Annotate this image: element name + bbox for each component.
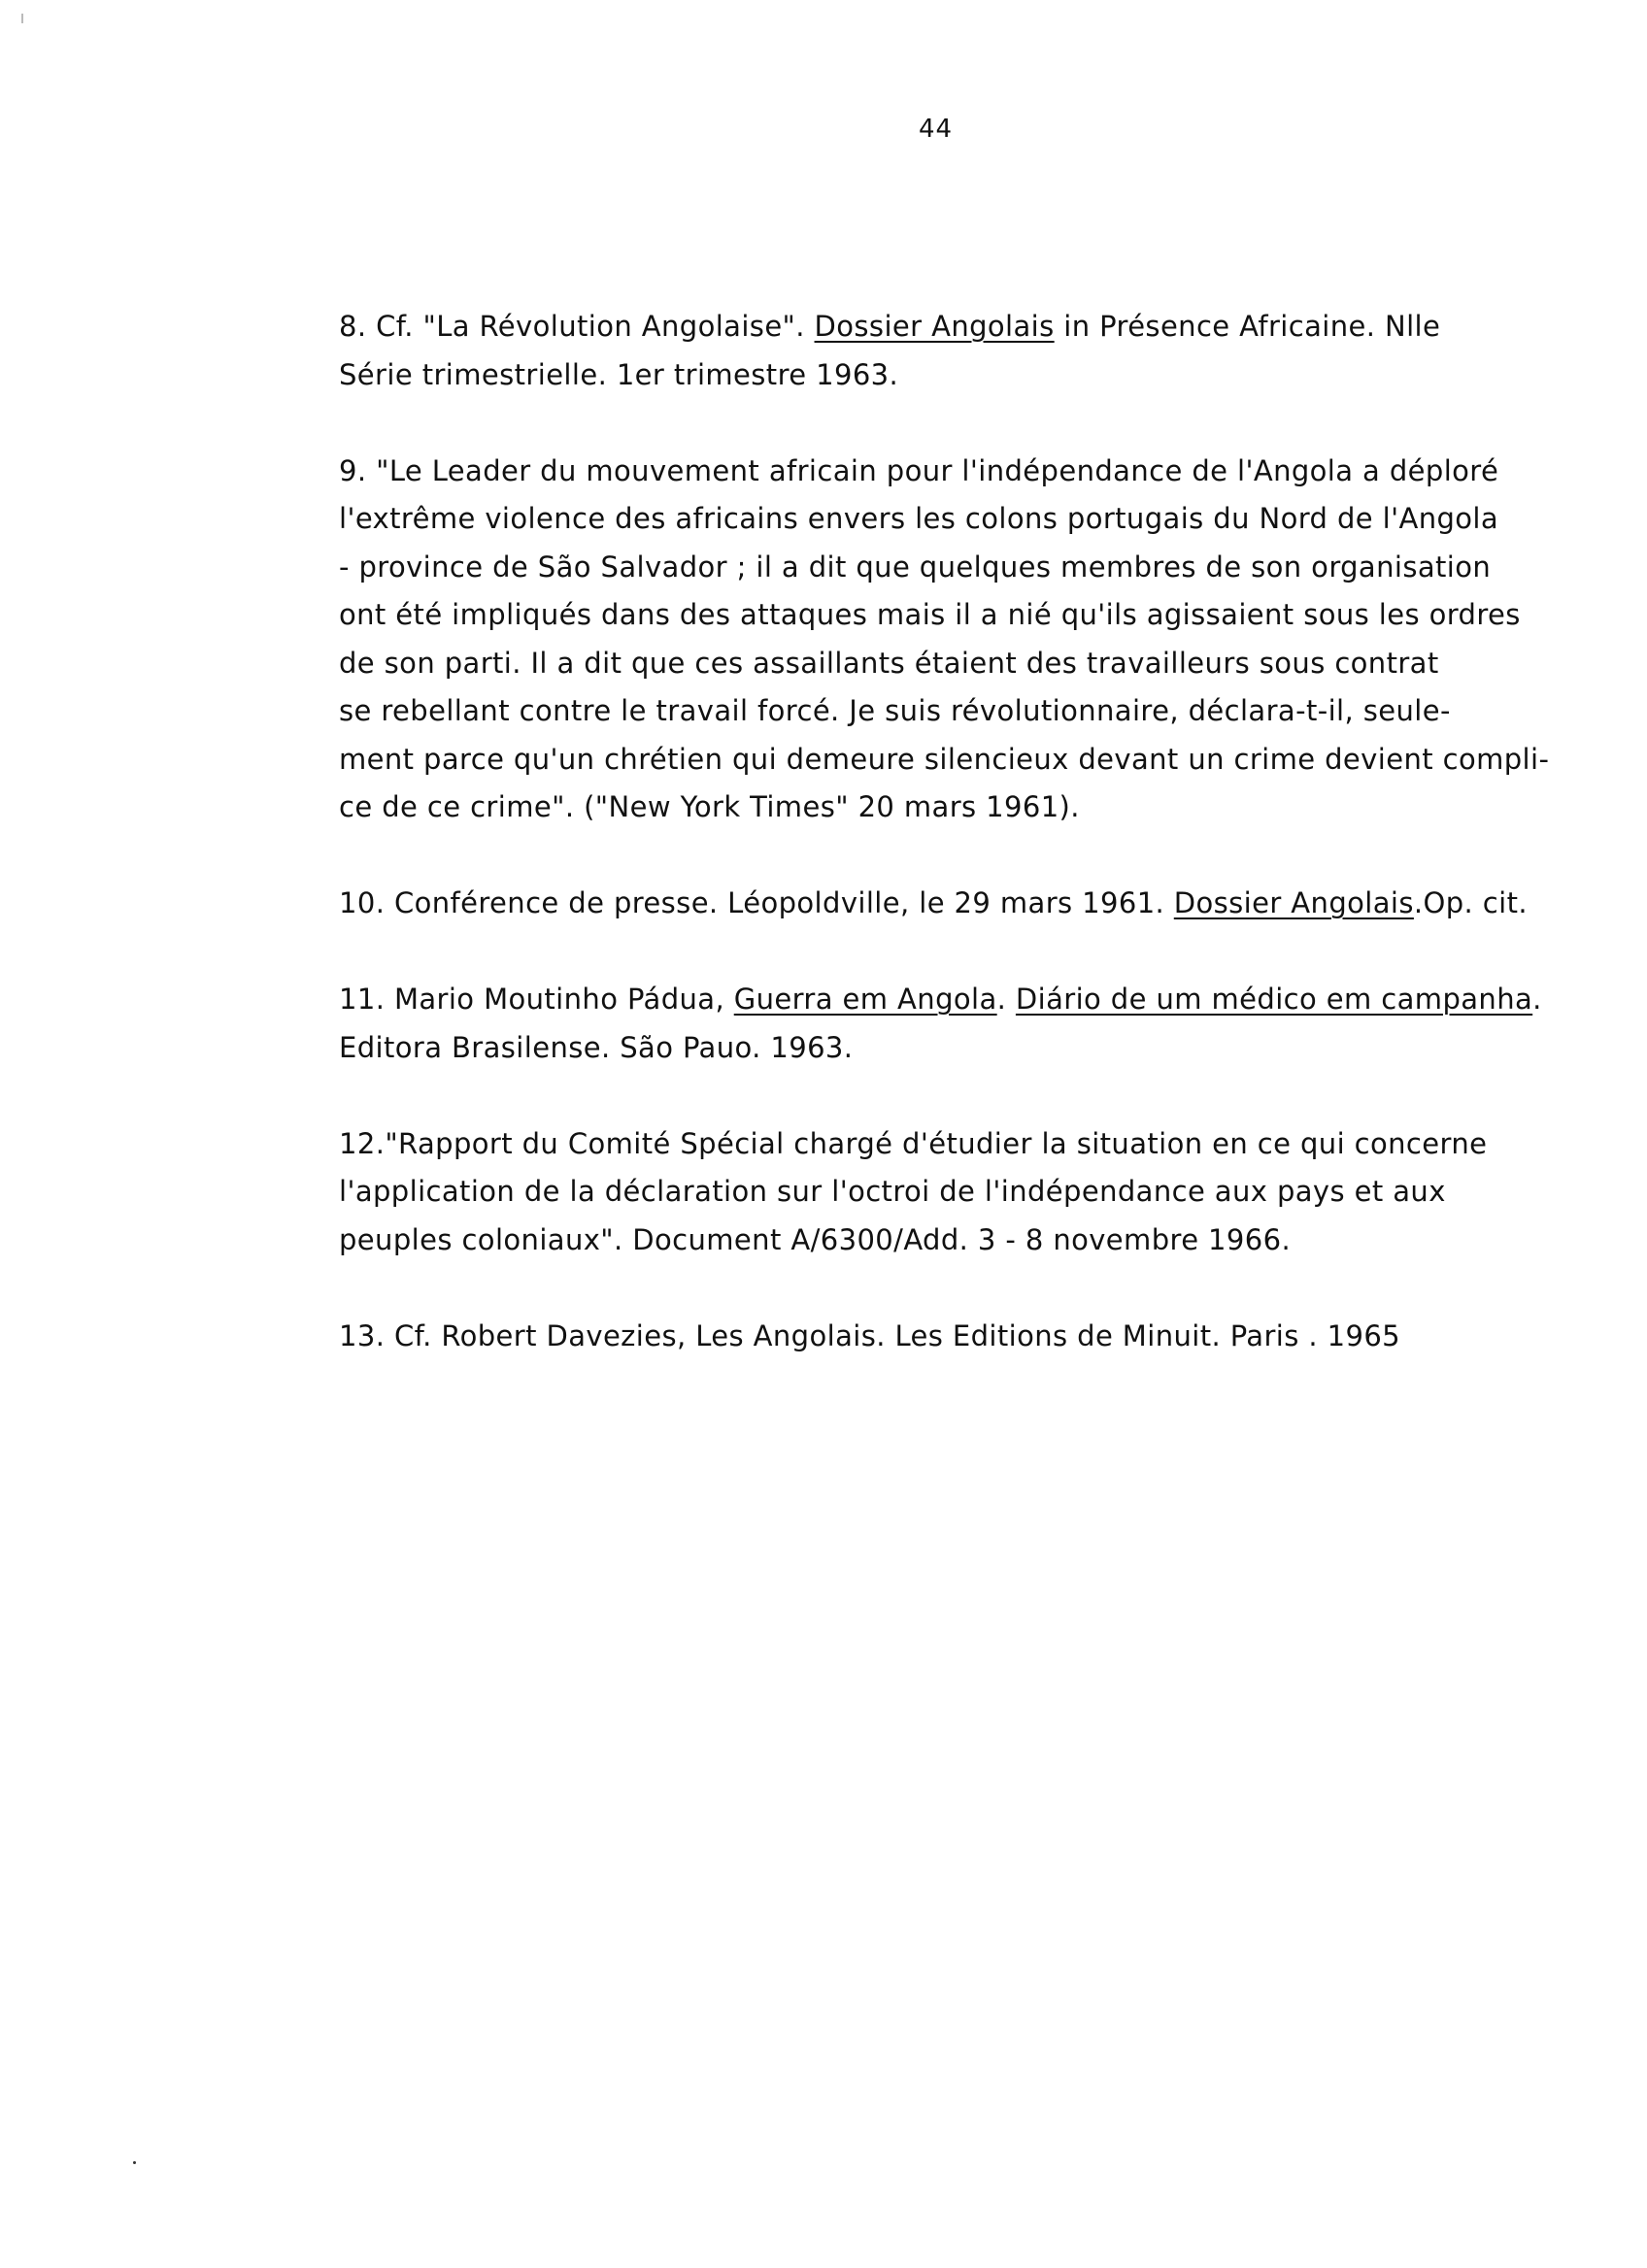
footnote-line: l'extrême violence des africains envers les colons portugais du Nord de l'Angola [339,502,1499,535]
text-span: 11. Mario Moutinho Pádua, [339,983,734,1016]
footnote-line: ce de ce crime". ("New York Times" 20 mars 1961). [339,790,1080,823]
footnote-line: 12."Rapport du Comité Spécial chargé d'étudier la situation en ce qui concerne [339,1126,1488,1160]
footnote-line: ment parce qu'un chrétien qui demeure silencieux devant un crime devient compli- [339,742,1550,776]
footnote-line: de son parti. Il a dit que ces assaillants étaient des travailleurs sous contrat [339,646,1439,680]
text-span: 10. Conférence de presse. Léopoldville, le 29 mars 1961. [339,886,1174,919]
text-span: in Présence Africaine. Nlle [1054,310,1441,343]
edge-mark [21,14,23,23]
footnote-line: Série trimestrielle. 1er trimestre 1963. [339,357,899,391]
underlined-title: Diário de um médico em campanha [1015,983,1533,1016]
footnote-11 [339,976,1601,1072]
underlined-title: Dossier Angolais [814,310,1055,343]
text-span: . [1532,983,1542,1016]
footnote-9 [339,448,1601,832]
text-span: .Op. cit. [1413,886,1528,919]
text-span: . [996,983,1016,1016]
footnote-line: 9. "Le Leader du mouvement africain pour l'indépendance de l'Angola a déploré [339,453,1499,487]
footnote-line: ont été impliqués dans des attaques mais il a nié qu'ils agissaient sous les ordres [339,598,1521,631]
footnote-line: Editora Brasilense. São Pauo. 1963. [339,1030,854,1064]
footnote-line: - province de São Salvador ; il a dit que quelques membres de son organisation [339,550,1492,584]
footnote-10 [339,880,1601,928]
footnotes-list [339,303,1601,1409]
footnote-12 [339,1120,1601,1265]
footnote-line: se rebellant contre le travail forcé. Je suis révolutionnaire, déclara-t-il, seule- [339,694,1451,727]
footnote-line: l'application de la déclaration sur l'octroi de l'indépendance aux pays et aux [339,1175,1446,1208]
footnote-line [339,303,1601,351]
footnote-line: 13. Cf. Robert Davezies, Les Angolais. Les Editions de Minuit. Paris . 1965 [339,1318,1401,1352]
footnote-8 [339,303,1601,399]
footnote-line: peuples coloniaux". Document A/6300/Add. 3 - 8 novembre 1966. [339,1222,1292,1256]
footnote-line [339,880,1601,928]
footnote-line [339,976,1601,1024]
underlined-title: Dossier Angolais [1173,886,1414,919]
underlined-title: Guerra em Angola [733,983,997,1016]
text-span: 8. Cf. "La Révolution Angolaise". [339,310,815,343]
footnote-13 [339,1313,1601,1361]
page-number: 44 [919,115,954,144]
stray-mark [133,2161,136,2164]
